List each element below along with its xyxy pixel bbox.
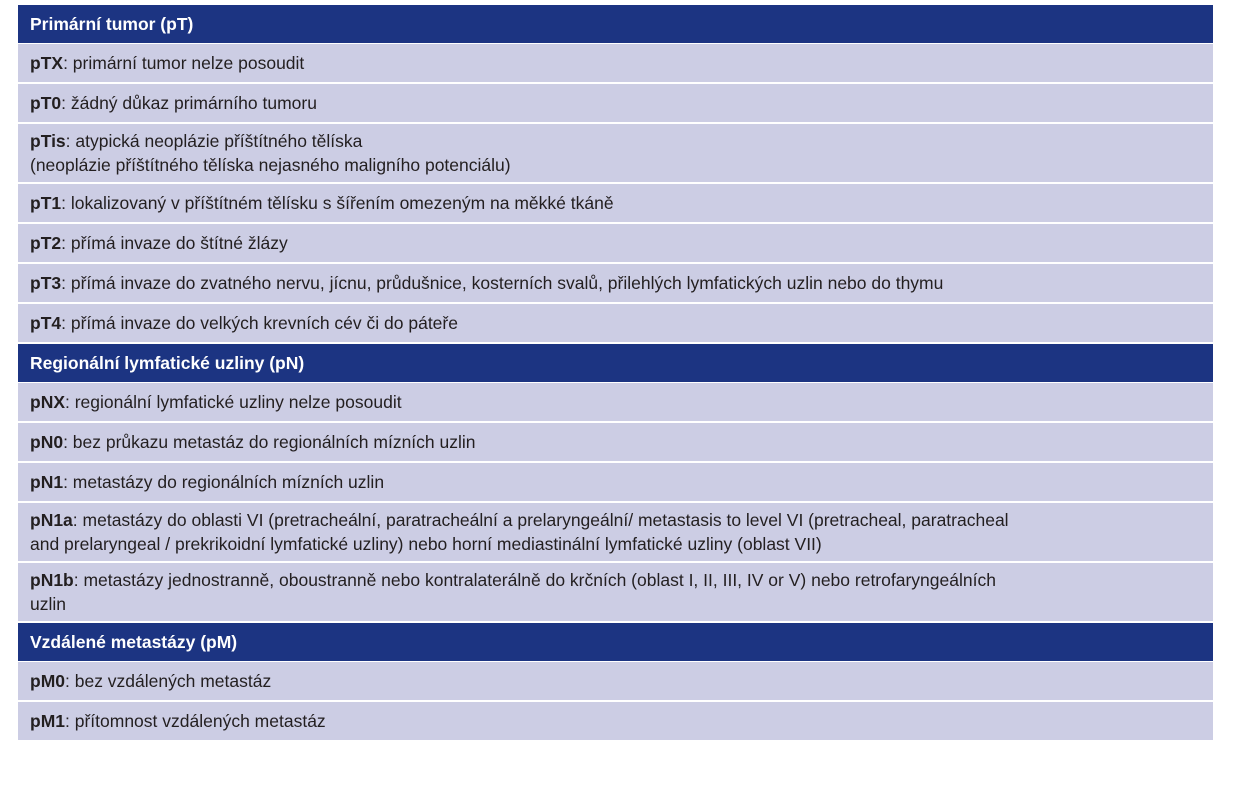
row-text: : žádný důkaz primárního tumoru (61, 93, 317, 113)
table-row (18, 224, 1213, 264)
row-code: pTX (30, 53, 64, 73)
row-text: : bez průkazu metastáz do regionálních mízních uzlin (63, 432, 476, 452)
table-row (18, 383, 1213, 423)
section-header-primary-tumor (18, 5, 1213, 44)
table-row (18, 44, 1213, 84)
row-text: : přítomnost vzdálených metastáz (65, 711, 326, 731)
section-header-label: Primární tumor (pT) (30, 14, 194, 34)
row-text-continuation: and prelaryngeal / prekrikoidní lymfatické uzliny) nebo horní mediastinální lymfatické uzliny (oblast VII) (30, 534, 822, 554)
table-row (18, 563, 1213, 623)
row-code: pN1b (30, 570, 74, 590)
table-row (18, 124, 1213, 184)
table-row (18, 184, 1213, 224)
row-code: pT4 (30, 313, 62, 333)
table-row (18, 503, 1213, 563)
row-text: : metastázy jednostranně, oboustranně nebo kontralaterálně do krčních (oblast I, II, III, IV or V) nebo retrofaryngeálních (73, 570, 996, 590)
table-row (18, 84, 1213, 124)
row-text: : přímá invaze do velkých krevních cév či do páteře (61, 313, 458, 333)
row-text-continuation: (neoplázie příštítného tělíska nejasného maligního potenciálu) (30, 155, 511, 175)
row-code: pT1 (30, 193, 62, 213)
table-row (18, 662, 1213, 702)
section-header-regional-lymph-nodes (18, 344, 1213, 383)
row-text: : bez vzdálených metastáz (65, 671, 272, 691)
row-text: : přímá invaze do štítné žlázy (61, 233, 288, 253)
row-code: pM1 (30, 711, 65, 731)
row-code: pN0 (30, 432, 64, 452)
row-text: : přímá invaze do zvatného nervu, jícnu, průdušnice, kosterních svalů, přilehlých lymfatických uzlin nebo do thymu (61, 273, 944, 293)
staging-table (18, 5, 1213, 742)
section-header-distant-metastases (18, 623, 1213, 662)
section-header-label: Vzdálené metastázy (pM) (30, 632, 238, 652)
table-row (18, 304, 1213, 344)
table-row (18, 702, 1213, 742)
row-text-continuation: uzlin (30, 594, 66, 614)
row-text: : regionální lymfatické uzliny nelze posoudit (65, 392, 402, 412)
table-row (18, 463, 1213, 503)
row-code: pT2 (30, 233, 62, 253)
table-row (18, 423, 1213, 463)
row-code: pN1 (30, 472, 64, 492)
row-text: : primární tumor nelze posoudit (63, 53, 305, 73)
row-text: : metastázy do oblasti VI (pretracheální, paratracheální a prelaryngeální/ metastasis to level VI (pretracheal, paratracheal (72, 510, 1009, 530)
table-row (18, 264, 1213, 304)
row-text: : metastázy do regionálních mízních uzlin (63, 472, 385, 492)
row-text: : atypická neoplázie příštítného tělíska (65, 131, 363, 151)
row-code: pNX (30, 392, 65, 412)
row-code: pT0 (30, 93, 62, 113)
row-code: pT3 (30, 273, 62, 293)
row-text: : lokalizovaný v příštítném tělísku s šířením omezeným na měkké tkáně (61, 193, 614, 213)
section-header-label: Regionální lymfatické uzliny (pN) (30, 353, 305, 373)
row-code: pM0 (30, 671, 65, 691)
row-code: pTis (30, 131, 66, 151)
row-code: pN1a (30, 510, 73, 530)
